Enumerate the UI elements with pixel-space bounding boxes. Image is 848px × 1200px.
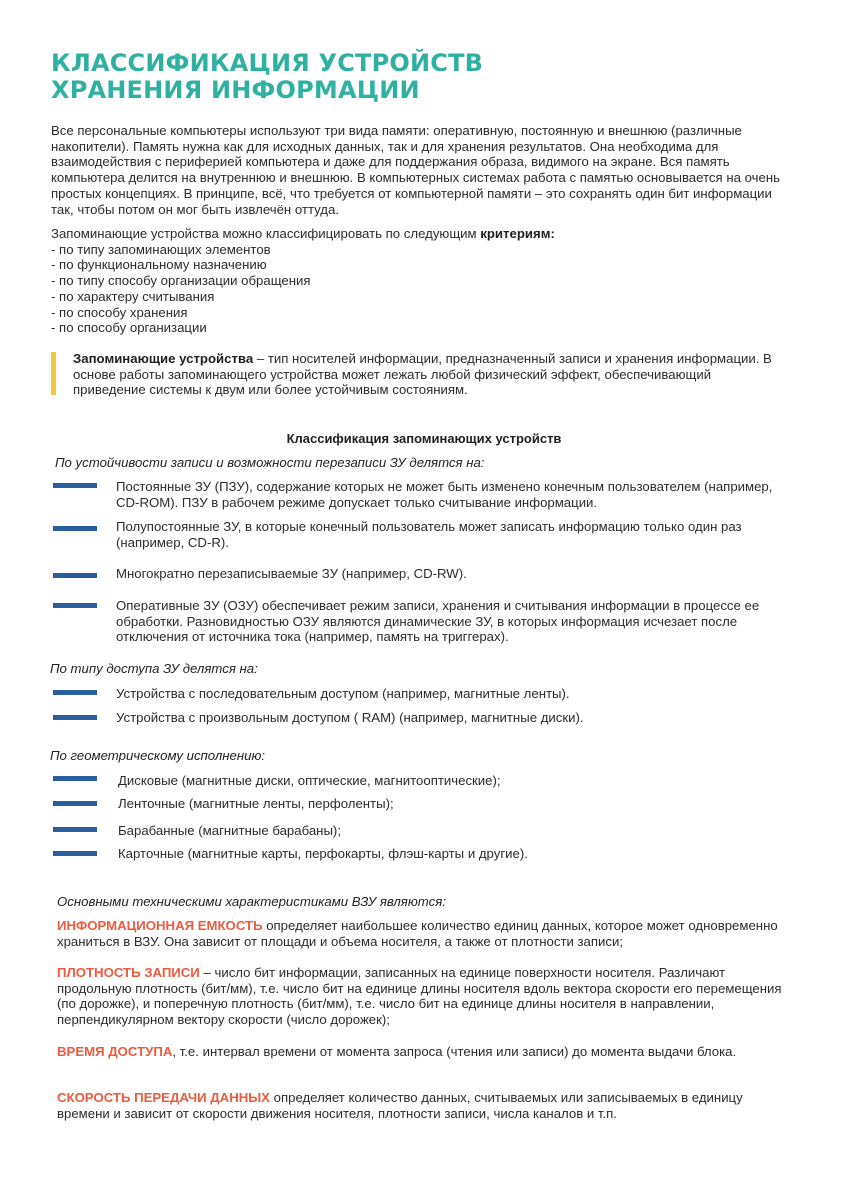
criteria-lead: Запоминающие устройства можно классифицировать по следующим критериям:: [51, 226, 555, 241]
group-3-item: Ленточные (магнитные ленты, перфоленты);: [118, 796, 394, 811]
page-title-line-2: ХРАНЕНИЯ ИНФОРМАЦИИ: [51, 76, 420, 104]
definition-callout: [73, 351, 773, 398]
criteria-item: - по способу организации: [51, 320, 207, 336]
group-3-heading: По геометрическому исполнению:: [50, 748, 266, 763]
criteria-item: - по способу хранения: [51, 304, 188, 320]
bullet-bar: [53, 690, 97, 695]
group-1-item: Многократно перезаписываемые ЗУ (например, CD-RW).: [116, 566, 467, 581]
bullet-bar: [53, 483, 97, 488]
bullet-bar: [53, 573, 97, 578]
characteristic-term: СКОРОСТЬ ПЕРЕДАЧИ ДАННЫХ: [57, 1090, 270, 1105]
criteria-block: [51, 226, 791, 336]
group-2-item: Устройства с произвольным доступом ( RAM) (например, магнитные диски).: [116, 710, 584, 725]
bullet-bar: [53, 715, 97, 720]
criteria-item: - по типу способу организации обращения: [51, 273, 311, 289]
bullet-bar: [53, 851, 97, 856]
bullet-bar: [53, 526, 97, 531]
group-1-item: Полупостоянные ЗУ, в которые конечный пользователь может записать информацию только один раз (например, CD-R).: [116, 519, 742, 550]
group-3-item: Барабанные (магнитные барабаны);: [118, 823, 341, 838]
characteristic-term: ПЛОТНОСТЬ ЗАПИСИ: [57, 965, 200, 980]
bullet-bar: [53, 801, 97, 806]
characteristics-heading: Основными техническими характеристиками ВЗУ являются:: [57, 894, 446, 909]
criteria-lead-bold: критериям:: [480, 226, 555, 241]
classification-title: Классификация запоминающих устройств: [286, 431, 562, 446]
bullet-bar: [53, 827, 97, 832]
definition-term: Запоминающие устройства: [73, 351, 254, 366]
group-2-heading: По типу доступа ЗУ делятся на:: [50, 661, 258, 676]
group-1-item: Постоянные ЗУ (ПЗУ), содержание которых не может быть изменено конечным пользователем (например, CD-ROM). ПЗУ в рабочем режиме допускает только считывание информации.: [116, 479, 773, 510]
page-title-line-1: КЛАССИФИКАЦИЯ УСТРОЙСТВ: [51, 49, 484, 77]
characteristic-capacity: ИНФОРМАЦИОННАЯ ЕМКОСТЬ определяет наибольшее количество единиц данных, которое может одновременно храниться в ВЗУ. Она зависит от площади и объема носителя, а также от плотности записи;: [57, 918, 778, 949]
characteristic-access-time: ВРЕМЯ ДОСТУПА, т.е. интервал времени от момента запроса (чтения или записи) до момента выдачи блока.: [57, 1044, 737, 1059]
characteristic-density: ПЛОТНОСТЬ ЗАПИСИ – число бит информации, записанных на единице поверхности носителя. Различают продольную плотность (бит/мм), т.е. число бит на единице длины носителя вдоль вектора скорости его перемещения (по дорожке), и поперечную плотность (бит/мм), т.е. число бит на единице длины носителя в направлении, перпендикулярном вектору скорости (число дорожек);: [57, 965, 782, 1028]
group-1-heading: По устойчивости записи и возможности перезаписи ЗУ делятся на:: [55, 455, 485, 470]
criteria-item: - по типу запоминающих элементов: [51, 241, 271, 257]
criteria-item: - по характеру считывания: [51, 288, 215, 304]
page-title: [51, 50, 483, 104]
definition-accent-bar: [51, 352, 56, 395]
characteristic-term: ИНФОРМАЦИОННАЯ ЕМКОСТЬ: [57, 918, 263, 933]
group-3-item: Дисковые (магнитные диски, оптические, магнитооптические);: [118, 773, 501, 788]
intro-paragraph: Все персональные компьютеры используют три вида памяти: оперативную, постоянную и внешнюю (различные накопители). Память нужна как для исходных данных, так и для хранения результатов. Она необходима для взаимодействия с периферией компьютера и даже для поддержания образа, видимого на экране. Вся память компьютера делится на внутреннюю и внешнюю. В компьютерных системах работа с памятью основывается на очень простых концепциях. В принципе, всё, что требуется от компьютерной памяти – это сохранять один бит информации так, чтобы потом он мог быть извлечён оттуда.: [51, 123, 780, 217]
characteristic-term: ВРЕМЯ ДОСТУПА: [57, 1044, 173, 1059]
group-3-item: Карточные (магнитные карты, перфокарты, флэш-карты и другие).: [118, 846, 528, 861]
group-2-item: Устройства с последовательным доступом (например, магнитные ленты).: [116, 686, 570, 701]
group-1-item: Оперативные ЗУ (ОЗУ) обеспечивает режим записи, хранения и считывания информации в процессе ее обработки. Разновидностью ОЗУ являются динамические ЗУ, в которых информация исчезает после отключения от источника тока (например, память на триггерах).: [116, 598, 760, 645]
definition-text: – тип носителей информации, предназначенный записи и хранения информации. В основе работы запоминающего устройства может лежать любой физический эффект, обеспечивающий приведение системы к двум или более устойчивым состояниям.: [73, 351, 772, 398]
bullet-bar: [53, 776, 97, 781]
criteria-item: - по функциональному назначению: [51, 257, 267, 273]
characteristic-transfer-rate: СКОРОСТЬ ПЕРЕДАЧИ ДАННЫХ определяет количество данных, считываемых или записываемых в единицу времени и зависит от скорости движения носителя, плотности записи, числа каналов и т.п.: [57, 1090, 743, 1121]
bullet-bar: [53, 603, 97, 608]
